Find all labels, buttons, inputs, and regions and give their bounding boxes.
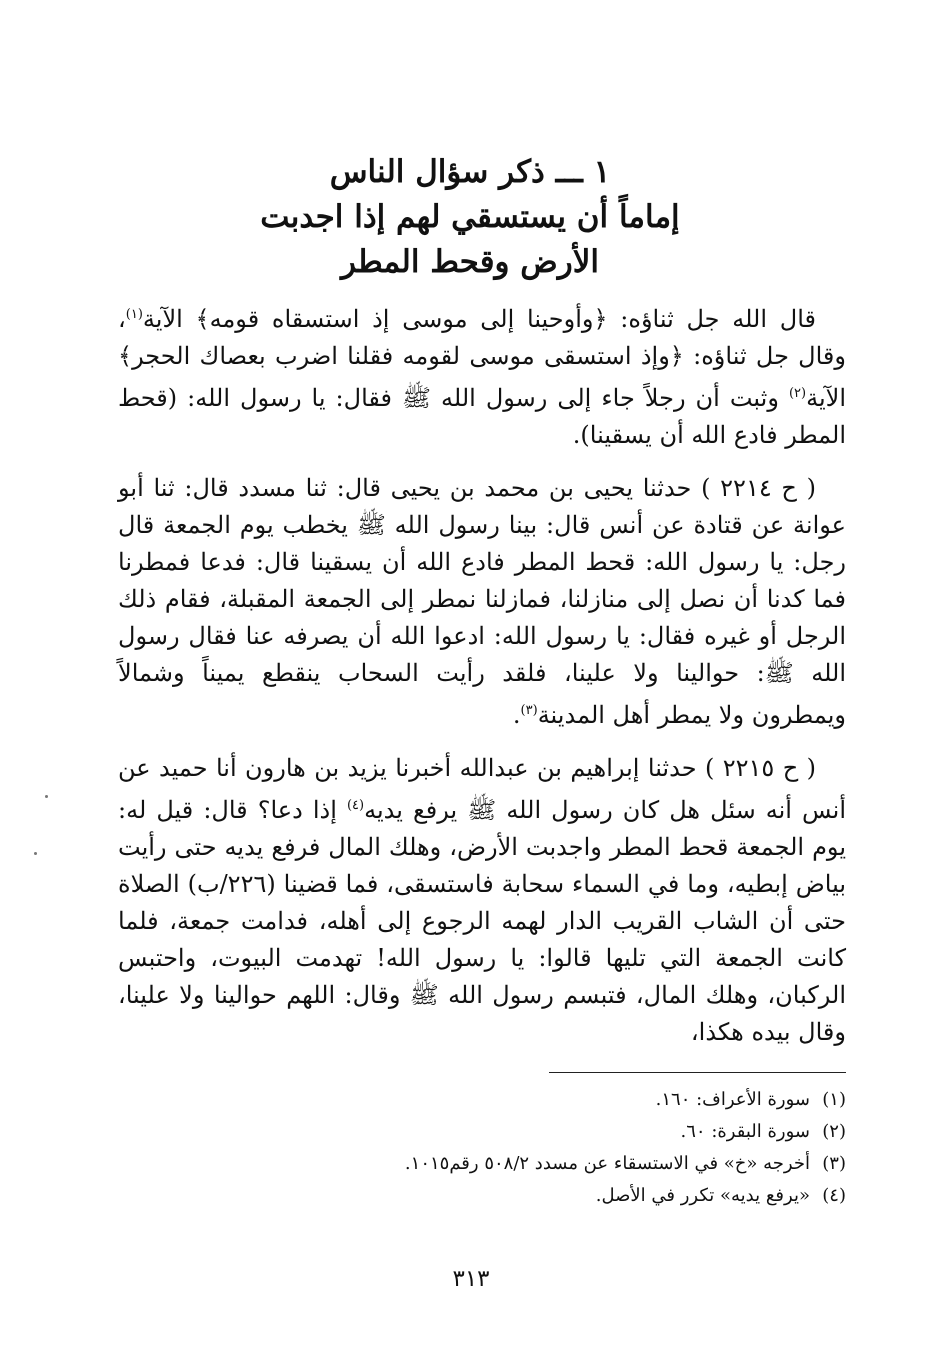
footnote-number: (١)	[822, 1089, 846, 1110]
footnote-text: سورة البقرة: ٦٠.	[680, 1121, 810, 1142]
footnote-ref[interactable]: (٢)	[788, 386, 807, 401]
footnote-text: «يرفع يديه» تكرر في الأصل.	[595, 1185, 810, 1206]
footnote-ref[interactable]: (١)	[125, 307, 143, 322]
paragraph-text: وثبت أن رجلاً جاء إلى رسول الله ﷺ فقال: يا رسول الله: (قحط المطر فادع الله أن يسقينا).	[118, 384, 846, 449]
scan-speck	[45, 795, 48, 798]
paragraph-text: إذا دعا؟ قال: قيل له: يوم الجمعة قحط المطر واجدبت الأرض، وهلك المال فرفع يديه حتى رأيت بياض إبطيه، وما في السماء سحابة فاستسقى، فما قضينا (٢٢٦/ب) الصلاة حتى أن الشاب القريب الدار لهمه الرجوع إلى أهله، فدامت جمعة، فلما كانت الجمعة التي تليها قالوا: يا رسول الله! تهدمت البيوت، واحتبس الركبان، وهلك المال، فتبسم رسول الله ﷺ وقال: اللهم حوالينا ولا علينا، وقال بيده هكذا،	[118, 796, 847, 1046]
paragraph-text: .	[512, 701, 521, 729]
heading-line-2: إماماً أن يستسقي لهم إذا اجدبت	[260, 199, 680, 235]
paragraph-text: ( ح ٢٢١٥ ) حدثنا إبراهيم بن عبدالله أخبرنا يزيد بن هارون أنا حميد عن أنس أنه سئل هل كان رسول الله ﷺ يرفع يديه	[118, 754, 846, 824]
footnote-number: (٤)	[822, 1185, 846, 1206]
page-number: ٣١٣	[452, 1266, 490, 1292]
footnote-item	[320, 1148, 846, 1180]
paragraph-text: قال الله جل ثناؤه: ﴿وأوحينا إلى موسى إذ استسقاه قومه﴾ الآية	[142, 305, 816, 333]
footnotes	[320, 1084, 846, 1212]
footnote-ref[interactable]: (٣)	[520, 703, 538, 718]
footnote-number: (٣)	[822, 1153, 846, 1174]
footnote-item	[320, 1180, 846, 1212]
chapter-heading	[120, 150, 820, 285]
footnote-divider	[549, 1072, 846, 1073]
paragraph-text: ( ح ٢٢١٤ ) حدثنا يحيى بن محمد بن يحيى قال: ثنا مسدد قال: ثنا أبو عوانة عن قتادة عن أنس قال: بينا رسول الله ﷺ يخطب يوم الجمعة قال رجل: يا رسول الله: قحط المطر فادع الله أن يسقينا قال: فدعا فمطرنا فما كدنا أن نصل إلى منازلنا، فمازلنا نمطر إلى الجمعة المقبلة، فقام ذلك الرجل أو غيره فقال: يا رسول الله: ادعوا الله أن يصرفه عنا فقال رسول الله ﷺ: حوالينا ولا علينا، فلقد رأيت السحاب ينقطع يميناً وشمالاً ويمطرون ولا يمطر أهل المدينة	[118, 474, 846, 729]
heading-line-1: ١ ـــ ذكر سؤال الناس	[329, 154, 611, 190]
scan-speck	[34, 852, 37, 855]
footnote-item	[320, 1084, 846, 1116]
footnote-text: أخرجه «خ» في الاستسقاء عن مسدد ٥٠٨/٢ رقم١٠١٥.	[404, 1153, 810, 1174]
intro-paragraph	[118, 296, 846, 454]
footnote-ref[interactable]: (٤)	[346, 798, 365, 813]
paragraph-text: ، وقال جل ثناؤه: ﴿وإذ استسقى موسى لقومه فقلنا اضرب بعصاك الحجر﴾ الآية	[118, 305, 846, 412]
main-text	[118, 296, 846, 1067]
heading-line-3: الأرض وقحط المطر	[340, 244, 600, 280]
footnote-text: سورة الأعراف: ١٦٠.	[655, 1089, 810, 1110]
footnote-number: (٢)	[822, 1121, 846, 1142]
hadith-2214-paragraph	[118, 470, 846, 734]
hadith-2215-paragraph	[118, 750, 846, 1051]
footnote-item	[320, 1116, 846, 1148]
